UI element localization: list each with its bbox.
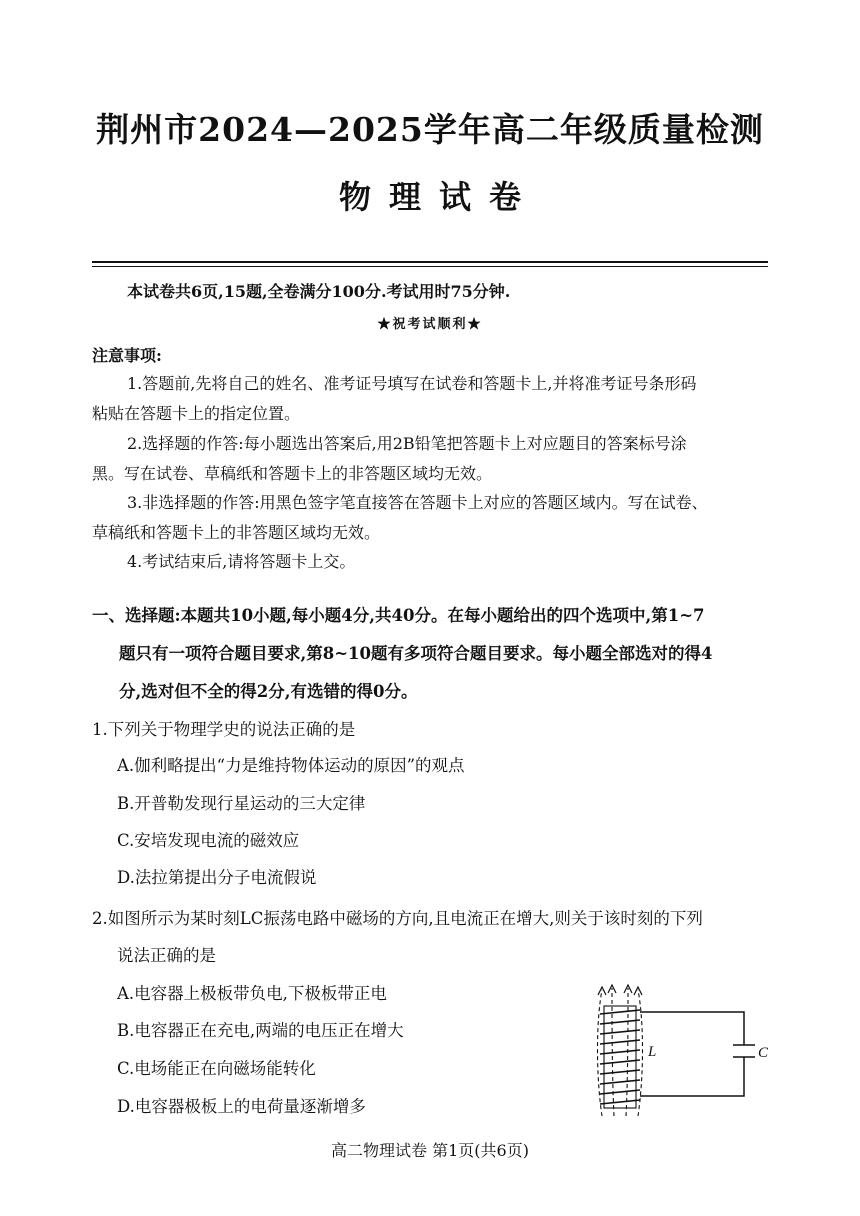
subject-title: 物理试卷 — [338, 178, 539, 216]
page-footer: 高二物理试卷 第1页(共6页) — [331, 1141, 529, 1160]
capacitor-label: C — [758, 1045, 769, 1061]
q2-option-d: D.电容器极板上的电荷量逐渐增多 — [117, 1097, 366, 1116]
exam-info: 本试卷共6页,15题,全卷满分100分.考试用时75分钟. — [127, 282, 511, 301]
question-1-stem: 1.下列关于物理学史的说法正确的是 — [92, 720, 356, 739]
q2-option-b: B.电容器正在充电,两端的电压正在增大 — [117, 1021, 404, 1040]
q1-option-b: B.开普勒发现行星运动的三大定律 — [117, 794, 366, 813]
lc-circuit-diagram — [588, 976, 778, 1122]
exam-title: 荆州市2024—2025学年高二年级质量检测 — [96, 110, 764, 149]
section-heading: 一、选择题:本题共10小题,每小题4分,共40分。在每小题给出的四个选项中,第1~7 — [92, 606, 705, 625]
notes-heading: 注意事项: — [92, 346, 162, 365]
question-2-stem: 2.如图所示为某时刻LC振荡电路中磁场的方向,且电流正在增大,则关于该时刻的下列 — [92, 909, 703, 928]
field-arrow-icon — [598, 985, 642, 995]
notes-line: 黑。写在试卷、草稿纸和答题卡上的非答题区域均无效。 — [92, 464, 493, 483]
inductor-label: L — [648, 1044, 657, 1060]
q2-option-c: C.电场能正在向磁场能转化 — [117, 1059, 316, 1078]
section-heading-cont: 分,选对但不全的得2分,有选错的得0分。 — [119, 682, 418, 701]
question-2-stem-cont: 说法正确的是 — [117, 946, 216, 965]
blessing: ★祝考试顺利★ — [377, 317, 483, 332]
q1-option-d: D.法拉第提出分子电流假说 — [117, 868, 317, 887]
q2-option-a: A.电容器上极板带负电,下极板带正电 — [117, 984, 387, 1003]
circuit-wires — [640, 1012, 755, 1096]
inductor-coil-icon — [600, 1010, 640, 1104]
q1-option-a: A.伽利略提出“力是维持物体运动的原因”的观点 — [117, 756, 465, 775]
notes-line: 草稿纸和答题卡上的非答题区域均无效。 — [92, 523, 381, 542]
notes-line: 2.选择题的作答:每小题选出答案后,用2B铅笔把答题卡上对应题目的答案标号涂 — [127, 434, 687, 453]
notes-line: 1.答题前,先将自己的姓名、准考证号填写在试卷和答题卡上,并将准考证号条形码 — [127, 374, 697, 393]
header-rule-top — [92, 261, 768, 263]
section-heading-cont: 题只有一项符合题目要求,第8~10题有多项符合题目要求。每小题全部选对的得4 — [119, 644, 713, 663]
q1-option-c: C.安培发现电流的磁效应 — [117, 831, 300, 850]
notes-line: 4.考试结束后,请将答题卡上交。 — [127, 552, 356, 571]
notes-line: 3.非选择题的作答:用黑色签字笔直接答在答题卡上对应的答题区域内。写在试卷、 — [127, 493, 708, 512]
header-rule-bottom — [92, 266, 768, 267]
notes-line: 粘贴在答题卡上的指定位置。 — [92, 404, 301, 423]
